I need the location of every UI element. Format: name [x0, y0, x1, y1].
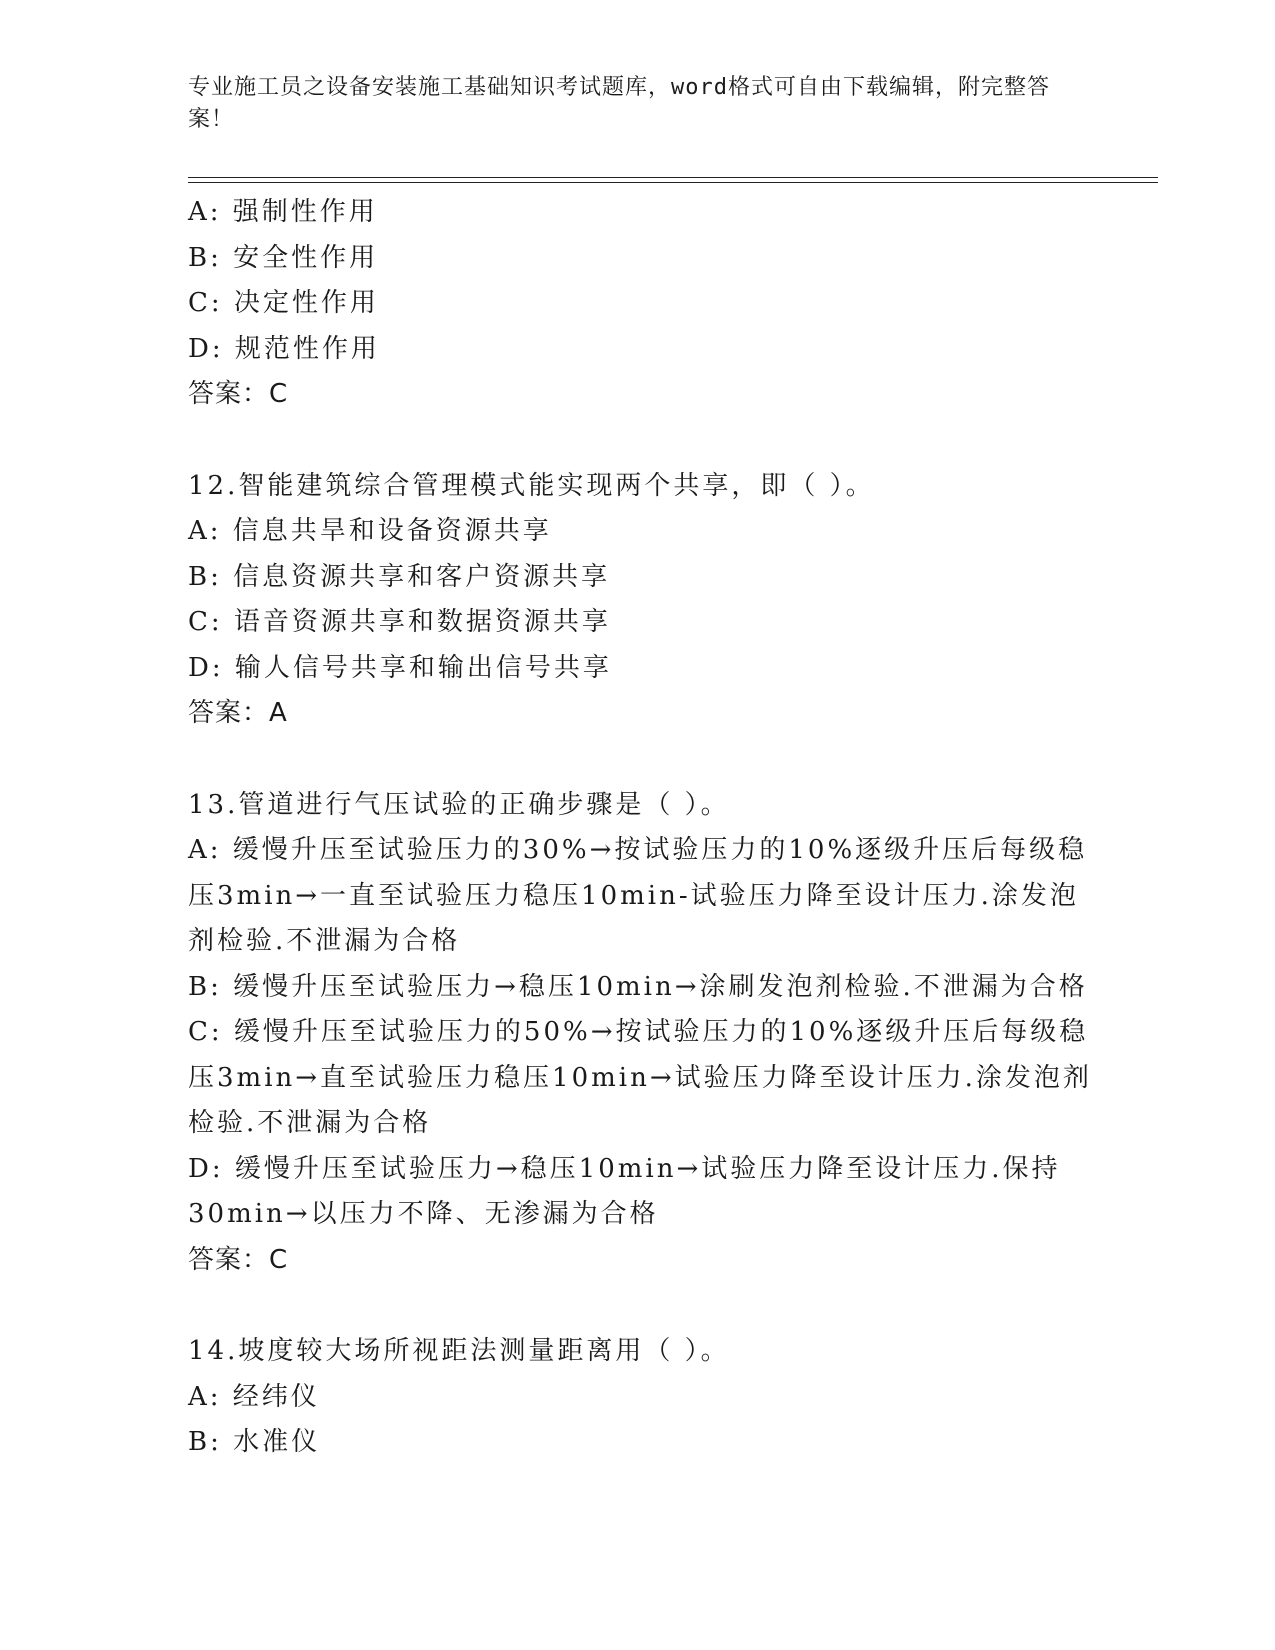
document-header: 专业施工员之设备安装施工基础知识考试题库，word格式可自由下载编辑，附完整答案！ — [188, 75, 1050, 132]
option-a: A: 信息共旱和设备资源共享 — [188, 516, 552, 546]
question-text: 14.坡度较大场所视距法测量距离用（ ）。 — [188, 1336, 730, 1366]
option-c-line-3: 检验.不泄漏为合格 — [188, 1108, 432, 1138]
option-a: A: 强制性作用 — [188, 197, 378, 227]
option-b: B: 信息资源共享和客户资源共享 — [188, 561, 611, 592]
answer-line: 答案：A — [188, 698, 288, 728]
option-b: B: 缓慢升压至试验压力→稳压10min→涂刷发泡剂检验.不泄漏为合格 — [188, 971, 1088, 1002]
question-block-13 — [188, 783, 1092, 1284]
answer-line: 答案：C — [188, 379, 289, 409]
option-a-line-3: 剂检验.不泄漏为合格 — [188, 926, 461, 956]
question-block-14 — [188, 1329, 1088, 1466]
answer-line: 答案：C — [188, 1244, 289, 1275]
option-d: D: 规范性作用 — [188, 333, 380, 364]
question-text: 13.管道进行气压试验的正确步骤是（ ）。 — [188, 789, 730, 820]
option-d-line-1: D: 缓慢升压至试验压力→稳压10min→试验压力降至设计压力.保持 — [188, 1153, 1061, 1184]
block-spacer — [188, 1283, 1088, 1329]
option-c: C: 决定性作用 — [188, 288, 379, 318]
option-b: B: 水准仪 — [188, 1427, 321, 1457]
question-content — [188, 190, 1092, 1466]
header-divider-top — [188, 177, 1158, 178]
option-d-line-2: 30min→以压力不降、无渗漏为合格 — [188, 1199, 659, 1229]
question-block-12 — [188, 464, 1088, 737]
option-d: D: 输人信号共享和输出信号共享 — [188, 652, 612, 683]
option-c: C: 语音资源共享和数据资源共享 — [188, 607, 611, 637]
option-a-line-2: 压3min→一直至试验压力稳压10min-试验压力降至设计压力.涂发泡 — [188, 880, 1079, 911]
block-spacer — [188, 737, 1088, 783]
option-a-line-1: A: 缓慢升压至试验压力的30%→按试验压力的10%逐级升压后每级稳 — [188, 835, 1088, 865]
option-c-line-1: C: 缓慢升压至试验压力的50%→按试验压力的10%逐级升压后每级稳 — [188, 1017, 1089, 1047]
block-spacer — [188, 418, 1088, 464]
header-divider-bottom — [188, 182, 1158, 183]
option-b: B: 安全性作用 — [188, 242, 379, 273]
option-c-line-2: 压3min→直至试验压力稳压10min→试验压力降至设计压力.涂发泡剂 — [188, 1062, 1092, 1093]
option-a: A: 经纬仪 — [188, 1381, 320, 1412]
question-text: 12.智能建筑综合管理模式能实现两个共享，即（ ）。 — [188, 470, 875, 501]
question-block-11 — [188, 190, 1088, 418]
